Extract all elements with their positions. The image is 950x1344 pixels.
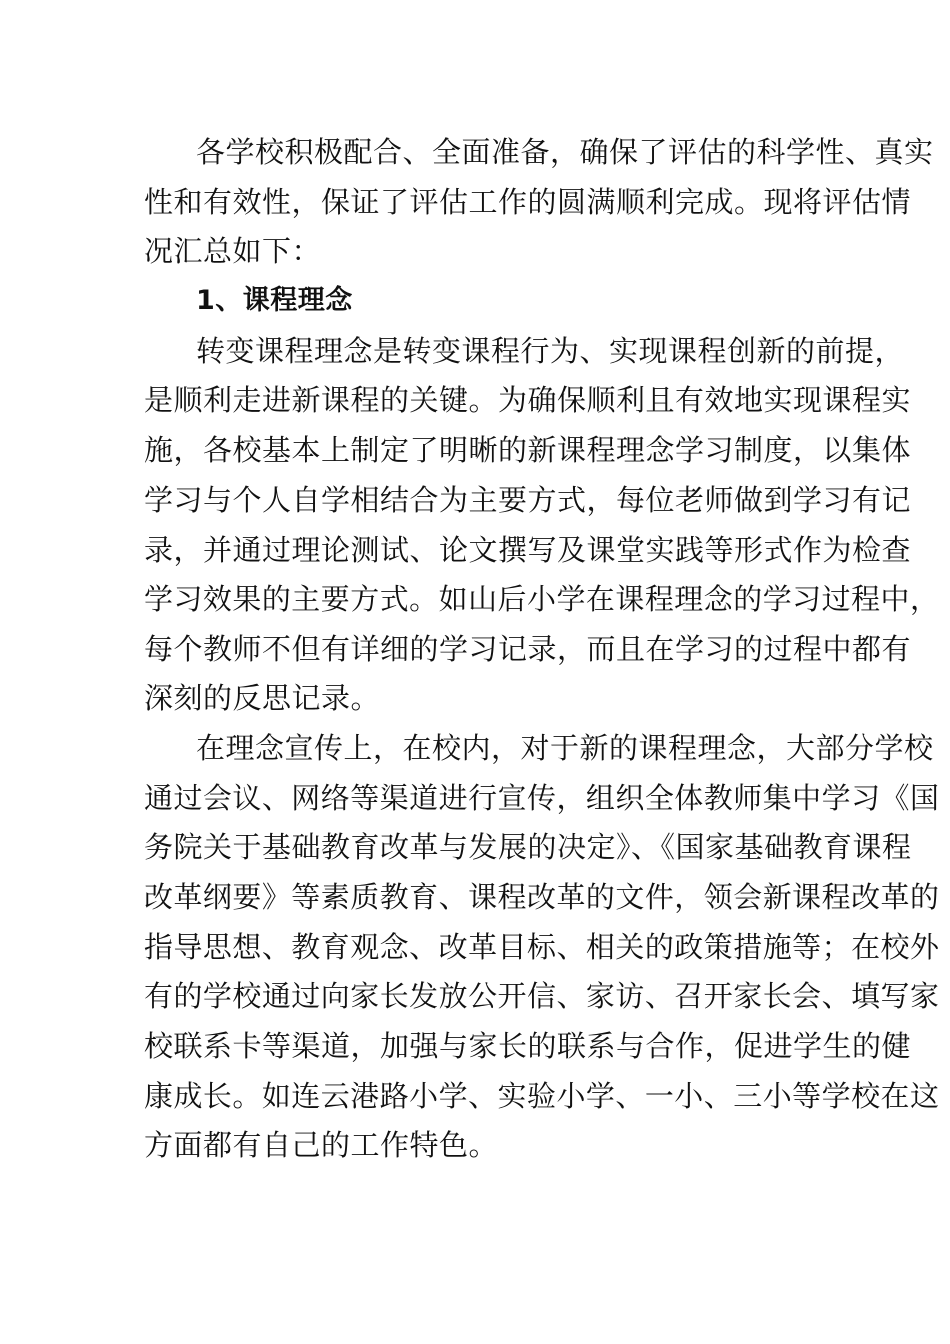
paragraph-2-line-5: 录，并通过理论测试、论文撰写及课堂实践等形式作为检查 (144, 533, 912, 567)
paragraph-2-line-7: 每个教师不但有详细的学习记录，而且在学习的过程中都有 (144, 632, 912, 666)
paragraph-2-line-2: 是顺利走进新课程的关键。为确保顺利且有效地实现课程实 (144, 383, 912, 417)
paragraph-1-line-3: 况汇总如下： (144, 234, 322, 268)
paragraph-3-line-9: 方面都有自己的工作特色。 (144, 1128, 499, 1162)
paragraph-2-line-3: 施，各校基本上制定了明晰的新课程理念学习制度，以集体 (144, 433, 912, 467)
paragraph-3-line-2: 通过会议、网络等渠道进行宣传，组织全体教师集中学习《国 (144, 781, 940, 815)
section-heading: 1、课程理念 (196, 285, 353, 316)
paragraph-2-line-6: 学习效果的主要方式。如山后小学在课程理念的学习过程中， (144, 582, 940, 616)
paragraph-3-line-1: 在理念宣传上，在校内，对于新的课程理念，大部分学校 (196, 731, 934, 765)
paragraph-1-line-2: 性和有效性，保证了评估工作的圆满顺利完成。现将评估情 (144, 185, 912, 219)
paragraph-3-line-4: 改革纲要》等素质教育、课程改革的文件，领会新课程改革的 (144, 880, 940, 914)
paragraph-1-line-1: 各学校积极配合、全面准备，确保了评估的科学性、真实 (196, 135, 934, 169)
paragraph-3-line-6: 有的学校通过向家长发放公开信、家访、召开家长会、填写家 (144, 979, 940, 1013)
paragraph-2-line-4: 学习与个人自学相结合为主要方式，每位老师做到学习有记 (144, 483, 912, 517)
paragraph-3-line-7: 校联系卡等渠道，加强与家长的联系与合作，促进学生的健 (144, 1029, 912, 1063)
paragraph-2-line-1: 转变课程理念是转变课程行为、实现课程创新的前提， (196, 334, 905, 368)
paragraph-2-line-8: 深刻的反思记录。 (144, 681, 381, 715)
paragraph-3-line-5: 指导思想、教育观念、改革目标、相关的政策措施等；在校外 (144, 930, 940, 964)
paragraph-3-line-3: 务院关于基础教育改革与发展的决定》、《国家基础教育课程 (144, 830, 912, 864)
paragraph-3-line-8: 康成长。如连云港路小学、实验小学、一小、三小等学校在这 (144, 1079, 940, 1113)
